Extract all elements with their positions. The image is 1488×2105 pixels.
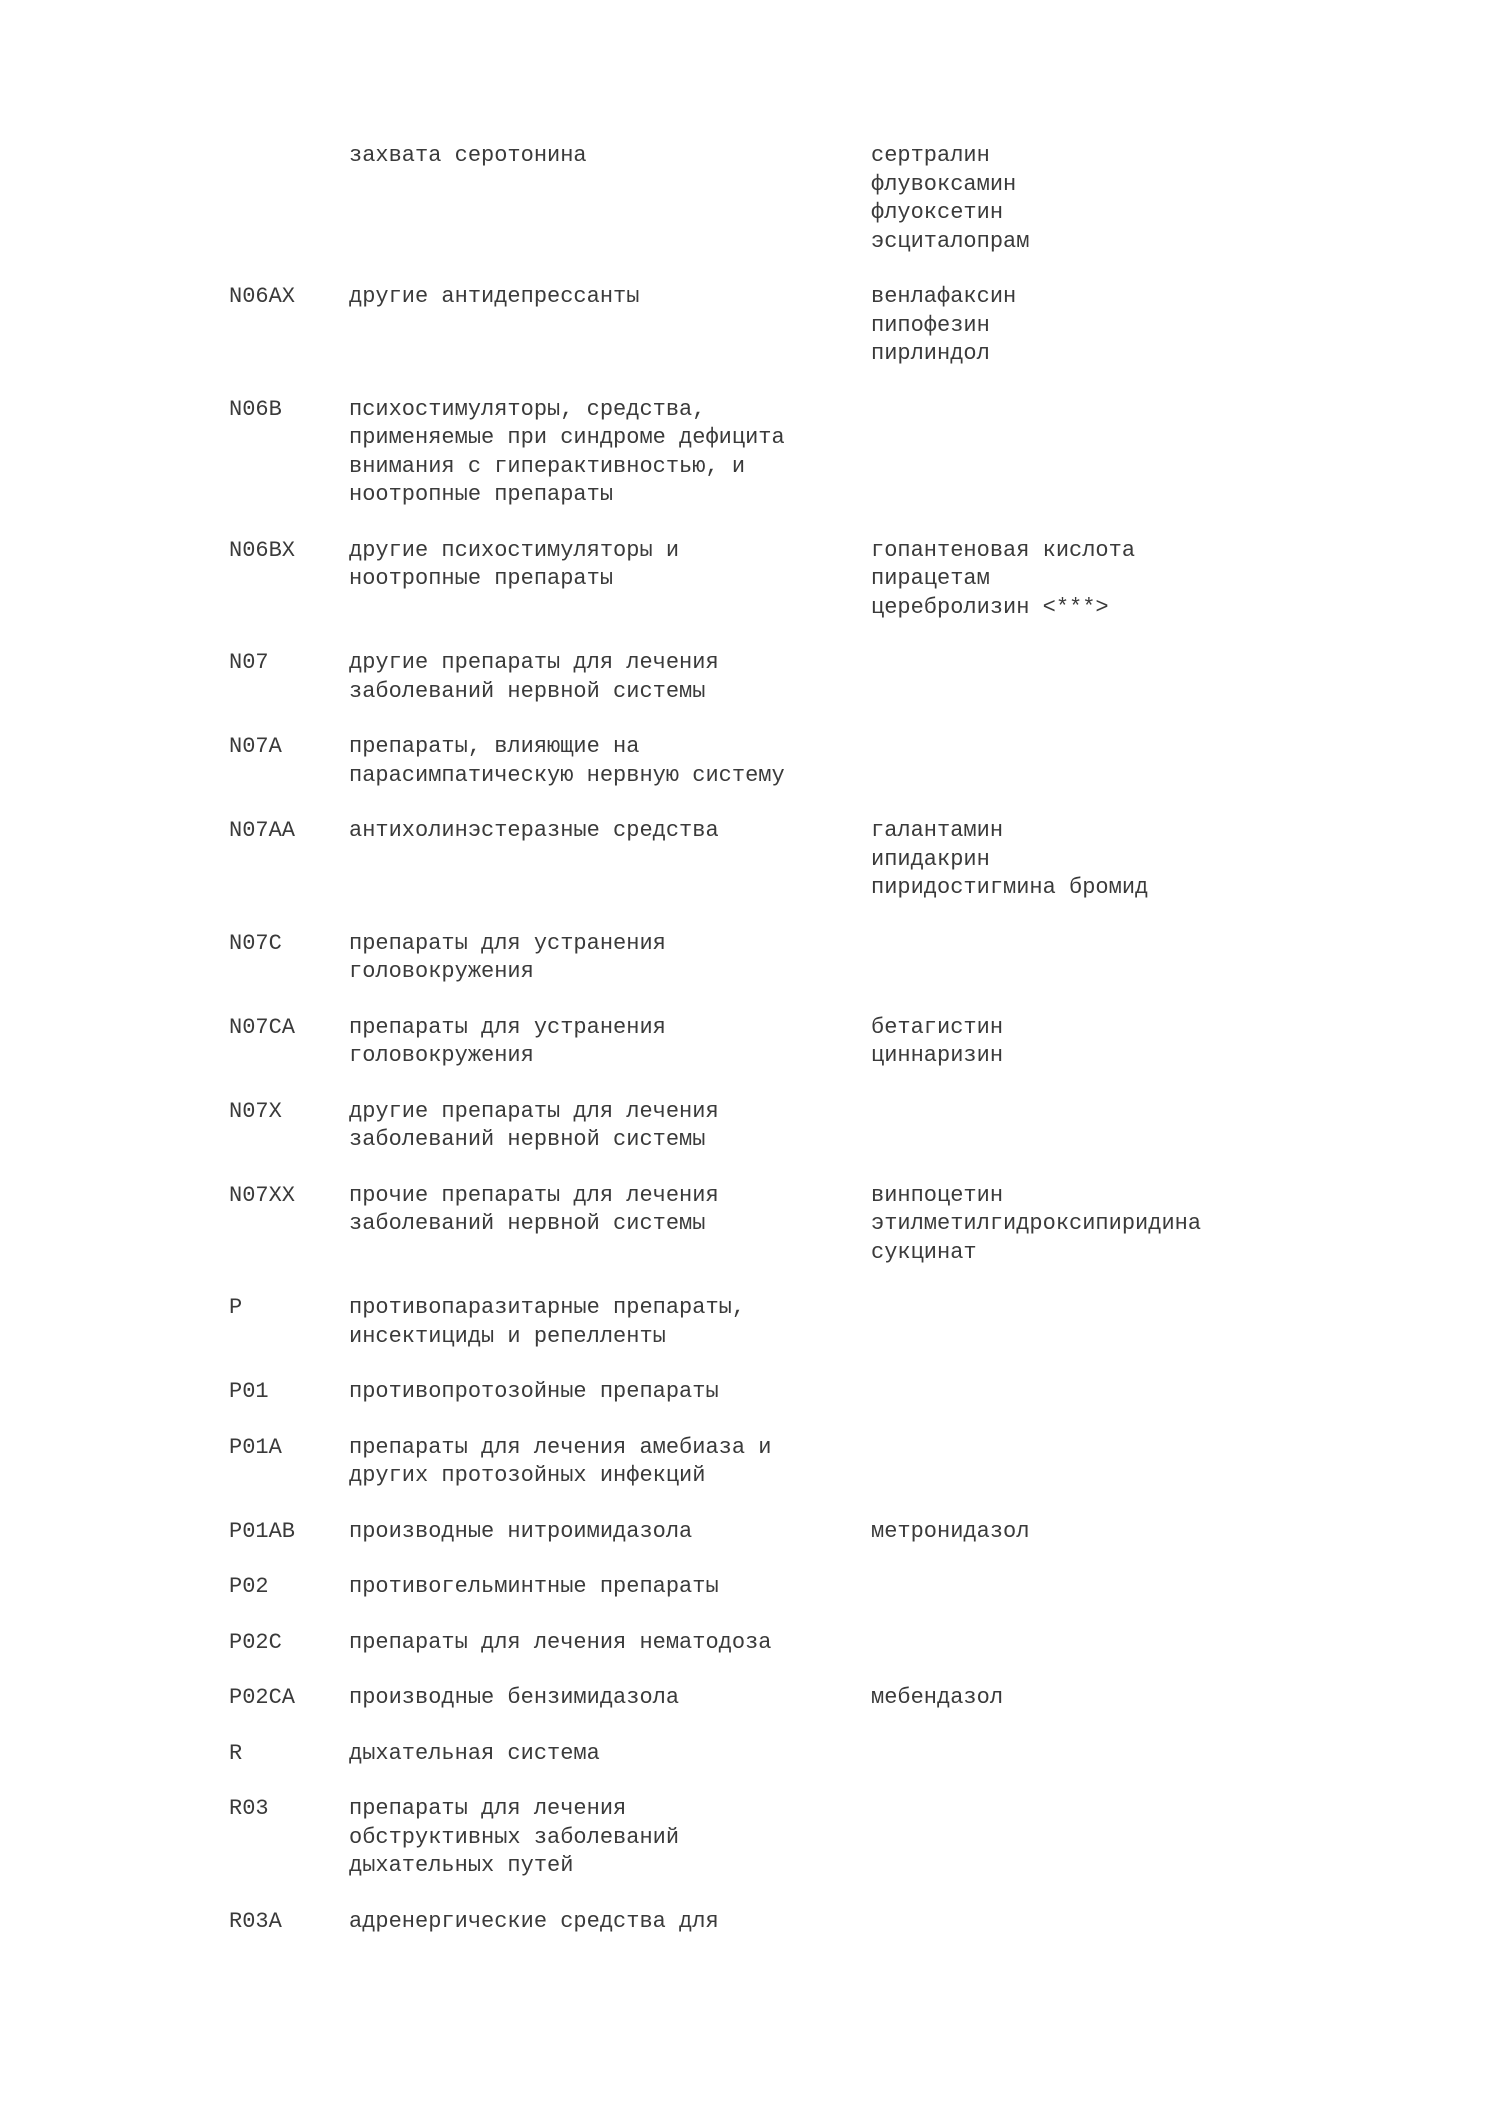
atc-description <box>349 537 871 623</box>
atc-description <box>349 396 871 510</box>
atc-code <box>229 142 349 256</box>
atc-entry <box>0 1795 1488 1881</box>
atc-entry <box>0 283 1488 369</box>
document-page <box>0 142 1488 1963</box>
drug-list <box>871 1740 1291 1769</box>
description-line: антихолинэстеразные средства <box>349 818 719 843</box>
drug-list <box>871 1294 1291 1351</box>
atc-entry <box>0 142 1488 256</box>
drug-name: флуоксетин <box>871 200 1004 225</box>
description-line: противопаразитарные препараты, <box>349 1295 746 1320</box>
drug-list <box>871 1434 1291 1491</box>
atc-description <box>349 817 871 903</box>
description-line: психостимуляторы, средства, <box>349 396 706 422</box>
description-line: применяемые при синдроме дефицита <box>349 425 785 450</box>
atc-description <box>349 142 871 256</box>
description-line: прочие препараты для лечения <box>349 1182 719 1208</box>
description-line: головокружения <box>349 959 534 984</box>
atc-code: P <box>229 1295 243 1320</box>
atc-description <box>349 1573 871 1602</box>
atc-code: N06BX <box>229 537 296 563</box>
drug-name: этилметилгидроксипиридина <box>871 1211 1202 1236</box>
atc-code: N07A <box>229 734 282 759</box>
drug-list <box>871 1014 1291 1071</box>
atc-code: N07 <box>229 650 269 675</box>
drug-list <box>871 1684 1291 1713</box>
drug-list <box>871 1182 1291 1268</box>
description-line: головокружения <box>349 1043 534 1068</box>
description-line: дыхательных путей <box>349 1853 574 1878</box>
atc-code: P02 <box>229 1574 269 1599</box>
drug-list <box>871 649 1291 706</box>
atc-entry <box>0 733 1488 790</box>
atc-entry <box>0 1684 1488 1713</box>
description-line: противогельминтные препараты <box>349 1574 719 1599</box>
drug-list <box>871 733 1291 790</box>
drug-name: метронидазол <box>871 1518 1030 1544</box>
description-line: ноотропные препараты <box>349 566 614 591</box>
atc-code: R03 <box>229 1796 269 1821</box>
description-line: другие антидепрессанты <box>349 284 640 309</box>
atc-entry <box>0 649 1488 706</box>
drug-name: флувоксамин <box>871 171 1017 197</box>
atc-code: P01A <box>229 1434 282 1460</box>
atc-entry <box>0 1294 1488 1351</box>
drug-name: циннаризин <box>871 1043 1004 1068</box>
description-line: заболеваний нервной системы <box>349 678 706 704</box>
description-line: других протозойных инфекций <box>349 1463 706 1488</box>
drug-list <box>871 817 1291 903</box>
description-line: препараты для лечения нематодоза <box>349 1629 772 1655</box>
drug-name: эсциталопрам <box>871 228 1030 254</box>
atc-code: N07AA <box>229 818 296 843</box>
atc-code: N07XX <box>229 1182 296 1208</box>
description-line: производные бензимидазола <box>349 1685 680 1710</box>
atc-code: R <box>229 1740 243 1766</box>
atc-description <box>349 1098 871 1155</box>
description-line: препараты, влияющие на <box>349 734 640 759</box>
atc-entry <box>0 537 1488 623</box>
drug-list <box>871 1908 1291 1937</box>
atc-entry <box>0 1378 1488 1407</box>
atc-entry <box>0 1740 1488 1769</box>
description-line: препараты для лечения амебиаза и <box>349 1434 772 1460</box>
atc-code: P01AB <box>229 1518 296 1544</box>
description-line: заболеваний нервной системы <box>349 1127 706 1152</box>
atc-description <box>349 1684 871 1713</box>
drug-list <box>871 1629 1291 1658</box>
description-line: препараты для устранения <box>349 930 666 956</box>
description-line: противопротозойные препараты <box>349 1379 719 1404</box>
drug-list <box>871 930 1291 987</box>
atc-entry <box>0 1573 1488 1602</box>
description-line: производные нитроимидазола <box>349 1518 693 1544</box>
atc-entry <box>0 1908 1488 1937</box>
atc-entry <box>0 1434 1488 1491</box>
description-line: другие психостимуляторы и <box>349 537 680 563</box>
drug-name: пирлиндол <box>871 341 990 366</box>
drug-name: мебендазол <box>871 1685 1004 1710</box>
atc-description <box>349 649 871 706</box>
atc-code: N07X <box>229 1098 282 1124</box>
atc-entry <box>0 817 1488 903</box>
atc-code: N06B <box>229 396 282 422</box>
atc-entry <box>0 1014 1488 1071</box>
atc-description <box>349 930 871 987</box>
atc-description <box>349 1182 871 1268</box>
atc-entry <box>0 1518 1488 1547</box>
drug-list <box>871 283 1291 369</box>
atc-description <box>349 283 871 369</box>
atc-description <box>349 1434 871 1491</box>
description-line: адренергические средства для <box>349 1908 719 1934</box>
atc-description <box>349 733 871 790</box>
drug-list <box>871 142 1291 256</box>
description-line: другие препараты для лечения <box>349 1098 719 1124</box>
atc-description <box>349 1795 871 1881</box>
atc-description <box>349 1629 871 1658</box>
drug-name: сукцинат <box>871 1239 977 1265</box>
atc-description <box>349 1294 871 1351</box>
atc-description <box>349 1014 871 1071</box>
atc-entry <box>0 1182 1488 1268</box>
drug-list <box>871 1518 1291 1547</box>
drug-list <box>871 1795 1291 1881</box>
atc-entry <box>0 1098 1488 1155</box>
atc-code: N07C <box>229 930 282 956</box>
description-line: заболеваний нервной системы <box>349 1211 706 1236</box>
drug-name: венлафаксин <box>871 284 1017 309</box>
atc-description <box>349 1740 871 1769</box>
description-line: парасимпатическую нервную систему <box>349 762 785 788</box>
atc-description <box>349 1908 871 1937</box>
description-line: препараты для устранения <box>349 1014 666 1040</box>
drug-list <box>871 1378 1291 1407</box>
atc-classification-list <box>0 142 1488 1936</box>
drug-name: бетагистин <box>871 1014 1004 1040</box>
drug-name: винпоцетин <box>871 1182 1004 1208</box>
atc-code: N06AX <box>229 284 296 309</box>
description-line: ноотропные препараты <box>349 482 614 507</box>
atc-code: P01 <box>229 1379 269 1404</box>
atc-entry <box>0 1629 1488 1658</box>
drug-name: гопантеновая кислота <box>871 537 1136 563</box>
drug-list <box>871 396 1291 510</box>
description-line: внимания с гиперактивностью, и <box>349 453 746 479</box>
drug-list <box>871 1098 1291 1155</box>
description-line: дыхательная система <box>349 1740 600 1766</box>
drug-name: пирацетам <box>871 566 990 591</box>
drug-name: ипидакрин <box>871 846 990 872</box>
atc-entry <box>0 396 1488 510</box>
drug-list <box>871 537 1291 623</box>
description-line: захвата серотонина <box>349 143 587 168</box>
atc-code: N07CA <box>229 1014 296 1040</box>
description-line: препараты для лечения <box>349 1796 627 1821</box>
description-line: инсектициды и репелленты <box>349 1323 666 1349</box>
drug-name: церебролизин <***> <box>871 594 1109 620</box>
atc-description <box>349 1518 871 1547</box>
atc-code: P02C <box>229 1629 282 1655</box>
drug-name: галантамин <box>871 818 1004 843</box>
description-line: другие препараты для лечения <box>349 650 719 675</box>
atc-description <box>349 1378 871 1407</box>
drug-name: пиридостигмина бромид <box>871 875 1149 900</box>
description-line: обструктивных заболеваний <box>349 1824 680 1850</box>
atc-entry <box>0 930 1488 987</box>
drug-name: пипофезин <box>871 312 990 338</box>
atc-code: P02CA <box>229 1685 296 1710</box>
drug-name: сертралин <box>871 143 990 168</box>
atc-code: R03A <box>229 1908 282 1934</box>
drug-list <box>871 1573 1291 1602</box>
